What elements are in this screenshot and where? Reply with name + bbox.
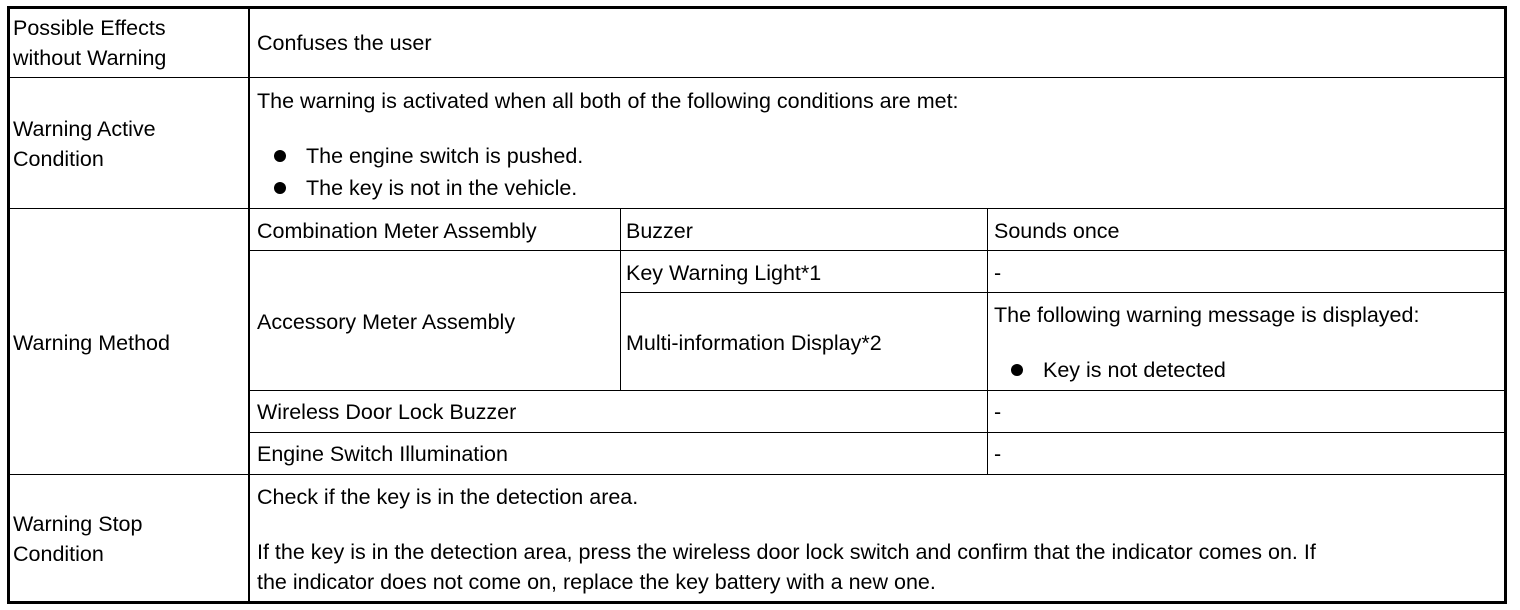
method-output: Multi-information Display*2 (626, 331, 882, 355)
row-divider (249, 432, 1507, 433)
column-divider (987, 208, 988, 474)
method-result: The following warning message is displayed: (994, 303, 1420, 327)
stop-paragraph: If the key is in the detection area, press the wireless door lock switch and confirm that the indicator comes on. If (257, 540, 1316, 564)
row-divider (7, 77, 1507, 78)
row-divider (249, 390, 1507, 391)
effects-header: without Warning (13, 46, 167, 70)
method-device: Accessory Meter Assembly (257, 310, 516, 334)
active-header: Warning Active (13, 117, 156, 141)
method-output: Buzzer (626, 219, 693, 243)
effects-value: Confuses the user (257, 31, 432, 55)
stop-header: Condition (13, 542, 104, 566)
effects-header: Possible Effects (13, 16, 166, 40)
column-divider (620, 208, 621, 390)
method-result: - (994, 261, 1002, 285)
method-result: - (994, 442, 1002, 466)
method-header: Warning Method (13, 331, 170, 355)
active-intro: The warning is activated when all both of the following conditions are met: (257, 89, 959, 113)
stop-paragraph: Check if the key is in the detection area. (257, 485, 639, 509)
method-device: Engine Switch Illumination (257, 442, 508, 466)
method-result: - (994, 400, 1002, 424)
method-device: Combination Meter Assembly (257, 219, 537, 243)
bullet-icon (274, 182, 286, 194)
method-device: Wireless Door Lock Buzzer (257, 400, 517, 424)
row-divider (620, 292, 1507, 293)
method-output: Key Warning Light*1 (626, 261, 822, 285)
bullet-icon (274, 150, 286, 162)
active-header: Condition (13, 147, 104, 171)
header-column-divider (248, 6, 250, 604)
active-bullet: The key is not in the vehicle. (306, 176, 578, 200)
method-result-bullet: Key is not detected (1043, 358, 1226, 382)
stop-paragraph: the indicator does not come on, replace the key battery with a new one. (257, 570, 936, 594)
method-result: Sounds once (994, 219, 1120, 243)
bullet-icon (1011, 364, 1023, 376)
stop-header: Warning Stop (13, 512, 143, 536)
row-divider (249, 250, 1507, 251)
active-bullet: The engine switch is pushed. (306, 144, 584, 168)
row-divider (7, 208, 1507, 209)
row-divider (7, 474, 1507, 475)
